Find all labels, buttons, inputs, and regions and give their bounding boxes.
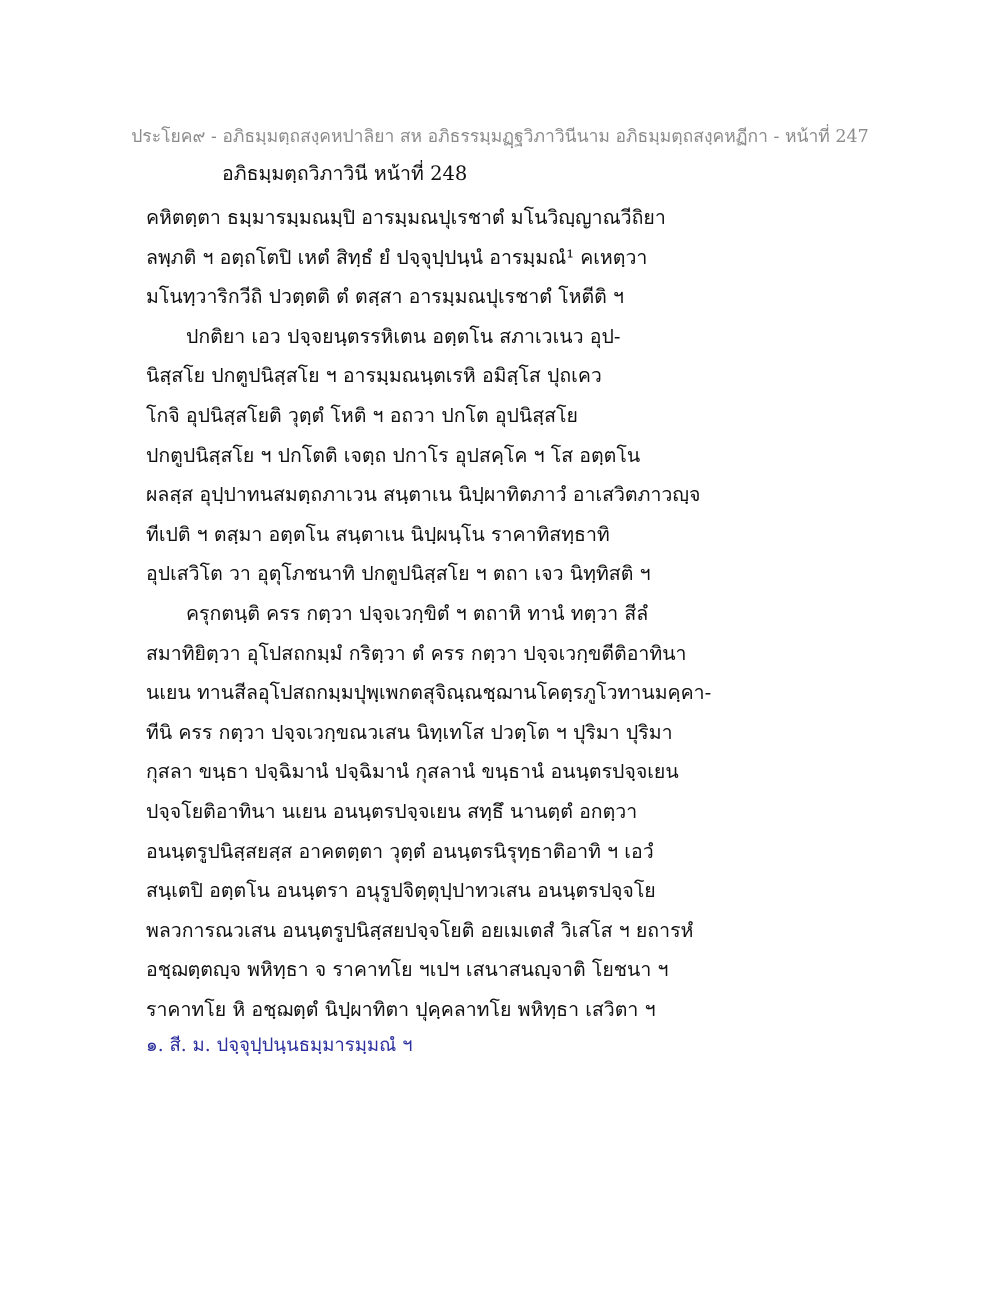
text-line: นเยน ทานสีลอุโปสถกมฺมปุพฺเพกตสุจิณฺณชฺฌานโคตฺรภูโวทานมคฺคา- bbox=[146, 681, 712, 705]
footnote: ๑. สี. ม. ปจฺจุปฺปนฺนธมฺมารมฺมณํ ฯ bbox=[146, 1035, 413, 1056]
text-line: นิสฺสโย ปกตูปนิสฺสโย ฯ อารมฺมณนฺตเรหิ อมิสฺโส ปุถเคว bbox=[146, 364, 602, 388]
text-line: ปกติยา เอว ปจฺจยนฺตรรหิเตน อตฺตโน สภาเวเนว อุป- bbox=[186, 324, 621, 348]
text-line: ปกตูปนิสฺสโย ฯ ปกโตติ เจตฺถ ปกาโร อุปสคฺโค ฯ โส อตฺตโน bbox=[146, 443, 641, 467]
text-line: คหิตตฺตา ธมฺมารมฺมณมฺปิ อารมฺมณปุเรชาตํ มโนวิญฺญาณวีถิยา bbox=[146, 206, 666, 229]
text-line: ครุกตนฺติ ครร กตฺวา ปจฺจเวกฺขิตํ ฯ ตถาหิ ทานํ ทตฺวา สีลํ bbox=[186, 601, 649, 625]
text-line: มโนทฺวาริกวีถิ ปวตฺตติ ตํ ตสฺสา อารมฺมณปุเรชาตํ โหตีติ ฯ bbox=[146, 285, 624, 309]
page-subtitle: อภิธมฺมตฺถวิภาวินี หน้าที่ 248 bbox=[222, 162, 468, 185]
text-line: โกจิ อุปนิสฺสโยติ วุตฺตํ โหติ ฯ อถวา ปกโต อุปนิสฺสโย bbox=[146, 403, 578, 427]
text-line: ราคาทโย หิ อชฺฌตฺตํ นิปฺผาทิตา ปุคฺคลาทโย พหิทฺธา เสวิตา ฯ bbox=[146, 997, 656, 1021]
text-line: ผลสฺส อุปฺปาทนสมตฺถภาเวน สนฺตาเน นิปฺผาทิตภาวํ อาเสวิตภาวญฺจ bbox=[146, 483, 701, 507]
text-line: ปจฺจโยติอาทินา นเยน อนนฺตรปจฺจเยน สทฺธึ นานตฺตํ อกตฺวา bbox=[146, 799, 638, 823]
text-line: อนนฺตรูปนิสฺสยสฺส อาคตตฺตา วุตฺตํ อนนฺตรนิรุทฺธาติอาทิ ฯ เอวํ bbox=[146, 839, 654, 863]
page-header: ประโยค๙ - อภิธมฺมตฺถสงฺคหปาลิยา สห อภิธรรมฺมฏฺฐวิภาวินีนาม อภิธมฺมตฺถสงฺคหฏีกา - หน้าที่ 247 bbox=[131, 127, 869, 147]
text-line: อุปเสวิโต วา อุตุโภชนาทิ ปกตูปนิสฺสโย ฯ ตถา เจว นิทฺทิสติ ฯ bbox=[146, 562, 651, 586]
text-line: พลวการณวเสน อนนฺตรูปนิสฺสยปจฺจโยติ อยเมเตสํ วิเสโส ฯ ยถารหํ bbox=[146, 918, 694, 942]
text-line: ทีนิ ครร กตฺวา ปจฺจเวกฺขณวเสน นิทฺเทโส ปวตฺโต ฯ ปุริมา ปุริมา bbox=[146, 720, 673, 744]
text-line: ทีเปติ ฯ ตสฺมา อตฺตโน สนฺตาเน นิปฺผนฺโน ราคาทิสทฺธาทิ bbox=[146, 522, 610, 546]
body-text bbox=[146, 198, 712, 1029]
text-line: ลพฺภติ ฯ อตฺถโตปิ เหตํ สิทฺธํ ยํ ปจฺจุปฺปนฺนํ อารมฺมณํ¹ คเหตฺวา bbox=[146, 245, 648, 269]
text-line: อชฺฌตฺตญฺจ พหิทฺธา จ ราคาทโย ฯเปฯ เสนาสนญฺจาติ โยชนา ฯ bbox=[146, 958, 669, 982]
text-line: สนฺเตปิ อตฺตโน อนนฺตรา อนุรูปจิตฺตุปฺปาทวเสน อนนฺตรปจฺจโย bbox=[146, 879, 656, 903]
text-line: กุสลา ขนฺธา ปจฺฉิมานํ ปจฺฉิมานํ กุสลานํ ขนฺธานํ อนนฺตรปจฺจเยน bbox=[146, 760, 679, 784]
text-line: สมาทิยิตฺวา อุโปสถกมฺมํ กริตฺวา ตํ ครร กตฺวา ปจฺจเวกฺขตีติอาทินา bbox=[146, 641, 687, 665]
